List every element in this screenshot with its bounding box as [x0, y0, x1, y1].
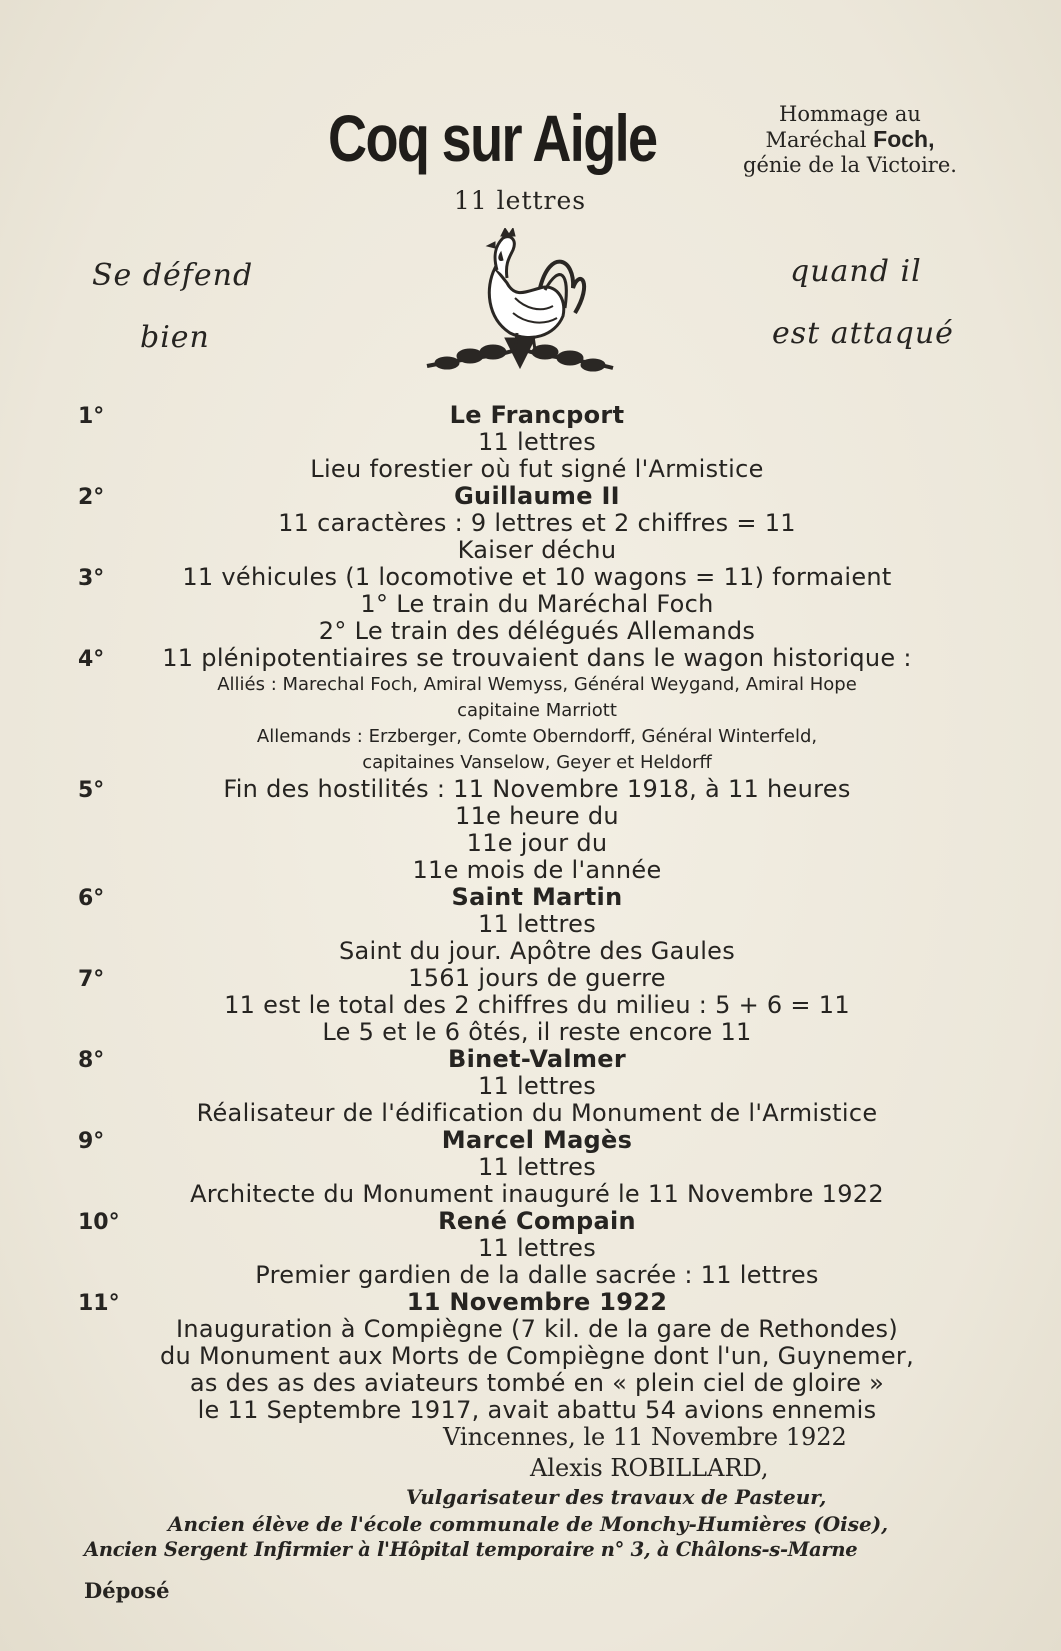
item-number: 4° — [78, 647, 105, 672]
motto-right-2: est attaqué — [772, 316, 954, 351]
title-subtitle: 11 lettres — [453, 186, 587, 215]
item-line: 11 lettres — [477, 910, 597, 938]
item-number: 8° — [78, 1048, 105, 1073]
item-line: as des as des aviateurs tombé en « plein ciel de gloire » — [189, 1369, 885, 1397]
item-number: 10° — [78, 1210, 120, 1235]
motto-right-1: quand il — [790, 254, 922, 289]
signature-name: Alexis ROBILLARD, — [530, 1454, 769, 1482]
item-block — [72, 402, 1002, 483]
item-block — [72, 1208, 1002, 1289]
item-block — [72, 776, 1002, 884]
item-number: 6° — [78, 886, 105, 911]
item-line: 1561 jours de guerre — [408, 964, 666, 992]
item-line: 11 lettres — [477, 1153, 597, 1181]
motto-left-2: bien — [140, 320, 210, 355]
hommage-line-3: génie de la Victoire. — [743, 153, 957, 177]
item-line: 11e mois de l'année — [412, 856, 662, 884]
item-number: 1° — [78, 404, 105, 429]
item-line: Fin des hostilités : 11 Novembre 1918, à 11 heures — [223, 775, 851, 803]
item-number: 9° — [78, 1129, 105, 1154]
signature-place-date: Vincennes, le 11 Novembre 1922 — [443, 1423, 847, 1451]
item-line: 11 véhicules (1 locomotive et 10 wagons = 11) formaient — [182, 563, 892, 591]
rooster-illustration — [425, 228, 615, 388]
item-line: René Compain — [438, 1207, 636, 1235]
signature-title-1: Vulgarisateur des travaux de Pasteur, — [406, 1485, 827, 1509]
item-block — [72, 1046, 1002, 1127]
item-line: 11 lettres — [477, 1234, 597, 1262]
depose-mark: Déposé — [84, 1578, 170, 1603]
item-line: 11e heure du — [455, 802, 619, 830]
item-block — [72, 645, 1002, 776]
item-line: 11e jour du — [466, 829, 608, 857]
item-line: Réalisateur de l'édification du Monument de l'Armistice — [196, 1099, 878, 1127]
item-line: le 11 Septembre 1917, avait abattu 54 avions ennemis — [197, 1396, 877, 1424]
item-line: capitaine Marriott — [457, 700, 617, 721]
item-line: Inauguration à Compiègne (7 kil. de la gare de Rethondes) — [175, 1315, 899, 1343]
item-line: Alliés : Marechal Foch, Amiral Wemyss, Général Weygand, Amiral Hope — [217, 674, 857, 695]
item-line: Marcel Magès — [441, 1126, 633, 1154]
item-line: Binet-Valmer — [448, 1045, 626, 1073]
item-line: 11 caractères : 9 lettres et 2 chiffres = 11 — [278, 509, 796, 537]
item-block — [72, 1289, 1002, 1424]
main-title: Coq sur Aigle — [328, 101, 657, 175]
item-line: Architecte du Monument inauguré le 11 Novembre 1922 — [190, 1180, 884, 1208]
item-line: du Monument aux Morts de Compiègne dont l'un, Guynemer, — [159, 1342, 915, 1370]
item-block — [72, 564, 1002, 645]
item-block — [72, 884, 1002, 965]
item-line: 2° Le train des délégués Allemands — [318, 617, 756, 645]
item-line: 11 lettres — [477, 1072, 597, 1100]
item-line: Lieu forestier où fut signé l'Armistice — [310, 455, 764, 483]
item-line: 11 Novembre 1922 — [406, 1288, 668, 1316]
item-line: Kaiser déchu — [457, 536, 617, 564]
item-line: 11 est le total des 2 chiffres du milieu : 5 + 6 = 11 — [224, 991, 850, 1019]
item-line: Le 5 et le 6 ôtés, il reste encore 11 — [322, 1018, 752, 1046]
hommage-line-2: Maréchal Foch, — [765, 126, 935, 152]
item-line: 11 lettres — [477, 428, 597, 456]
item-block — [72, 483, 1002, 564]
item-block — [72, 1127, 1002, 1208]
motto-left-1: Se défend — [92, 258, 254, 293]
item-line: Allemands : Erzberger, Comte Oberndorff, Général Winterfeld, — [256, 726, 818, 747]
item-block — [72, 965, 1002, 1046]
item-number: 7° — [78, 967, 105, 992]
item-number: 3° — [78, 566, 105, 591]
item-line: Premier gardien de la dalle sacrée : 11 lettres — [255, 1261, 819, 1289]
hommage-line-1: Hommage au — [779, 102, 921, 126]
item-line: Saint du jour. Apôtre des Gaules — [338, 937, 736, 965]
item-line: Guillaume II — [454, 482, 620, 510]
item-line: 1° Le train du Maréchal Foch — [360, 590, 714, 618]
item-number: 2° — [78, 485, 105, 510]
items-list — [72, 402, 1002, 1424]
hommage-block — [720, 102, 980, 178]
item-number: 11° — [78, 1291, 120, 1316]
signature-title-3: Ancien Sergent Infirmier à l'Hôpital temporaire n° 3, à Châlons-s-Marne — [84, 1538, 858, 1561]
signature-title-2: Ancien élève de l'école communale de Monchy-Humières (Oise), — [168, 1512, 889, 1536]
item-number: 5° — [78, 778, 105, 803]
item-line: 11 plénipotentiaires se trouvaient dans le wagon historique : — [162, 644, 912, 672]
item-line: Le Francport — [449, 401, 625, 429]
item-line: Saint Martin — [451, 883, 623, 911]
item-line: capitaines Vanselow, Geyer et Heldorff — [362, 752, 712, 773]
